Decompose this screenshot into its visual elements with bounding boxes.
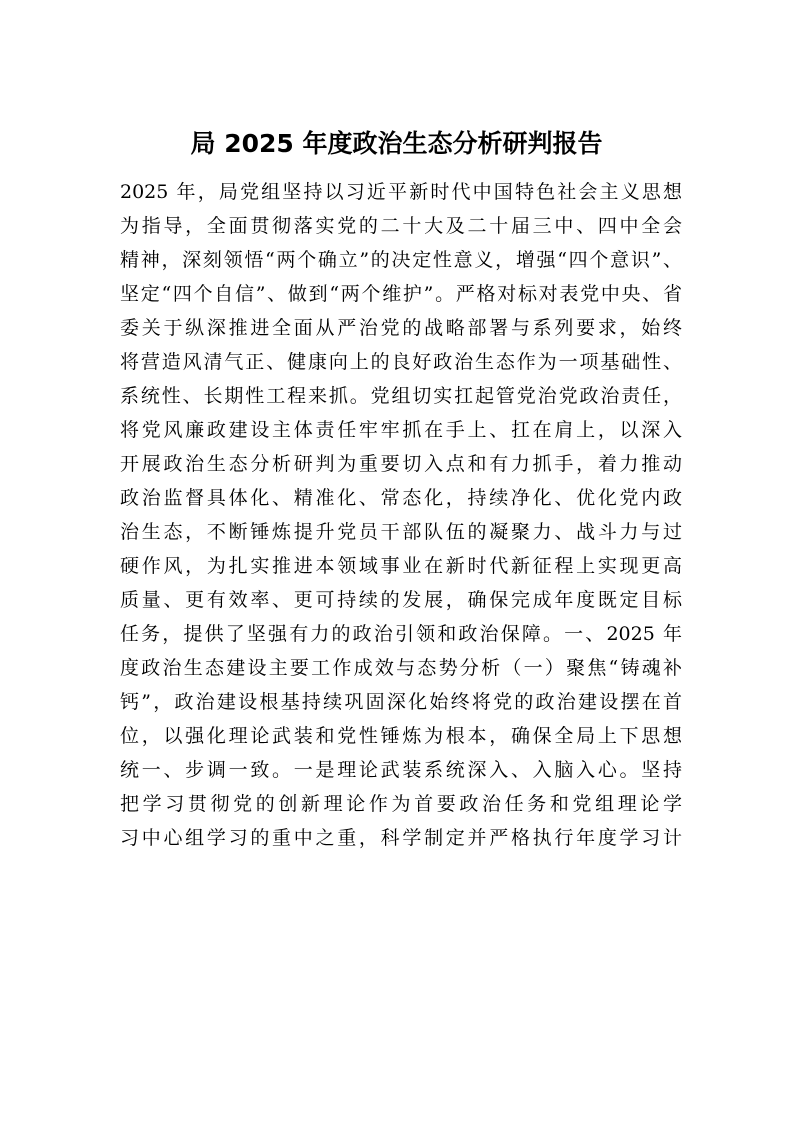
body-line: 任务，提供了坚强有力的政治引领和政治保障。一、2025 年 (120, 623, 682, 645)
body-line: 将营造风清气正、健康向上的良好政治生态作为一项基础性、 (120, 351, 682, 373)
document-title: 局 2025 年度政治生态分析研判报告 (190, 129, 603, 158)
body-line: 开展政治生态分析研判为重要切入点和有力抓手，着力推动 (120, 453, 682, 475)
body-line: 质量、更有效率、更可持续的发展，确保完成年度既定目标 (120, 589, 682, 611)
body-line: 委关于纵深推进全面从严治党的战略部署与系列要求，始终 (120, 317, 682, 339)
body-line: 度政治生态建设主要工作成效与态势分析（一）聚焦“铸魂补 (120, 657, 682, 679)
body-line: 位，以强化理论武装和党性锤炼为根本，确保全局上下思想 (120, 725, 682, 747)
body-line: 将党风廉政建设主体责任牢牢抓在手上、扛在肩上，以深入 (120, 419, 682, 441)
body-line: 政治监督具体化、精准化、常态化，持续净化、优化党内政 (120, 487, 682, 509)
body-line: 为指导，全面贯彻落实党的二十大及二十届三中、四中全会 (120, 215, 682, 237)
body-line: 硬作风，为扎实推进本领域事业在新时代新征程上实现更高 (120, 555, 682, 577)
document-body (120, 175, 682, 855)
body-line: 把学习贯彻党的创新理论作为首要政治任务和党组理论学 (120, 793, 682, 815)
body-line: 系统性、长期性工程来抓。党组切实扛起管党治党政治责任， (120, 385, 682, 407)
body-line: 2025 年，局党组坚持以习近平新时代中国特色社会主义思想 (120, 181, 682, 203)
body-line: 精神，深刻领悟“两个确立”的决定性意义，增强“四个意识”、 (120, 249, 682, 271)
body-line: 坚定“四个自信”、做到“两个维护”。严格对标对表党中央、省 (120, 283, 682, 305)
body-line: 治生态，不断锤炼提升党员干部队伍的凝聚力、战斗力与过 (120, 521, 682, 543)
body-line: 统一、步调一致。一是理论武装系统深入、入脑入心。坚持 (120, 759, 682, 781)
body-line: 习中心组学习的重中之重，科学制定并严格执行年度学习计 (120, 827, 682, 849)
body-line: 钙”，政治建设根基持续巩固深化始终将党的政治建设摆在首 (120, 691, 682, 713)
